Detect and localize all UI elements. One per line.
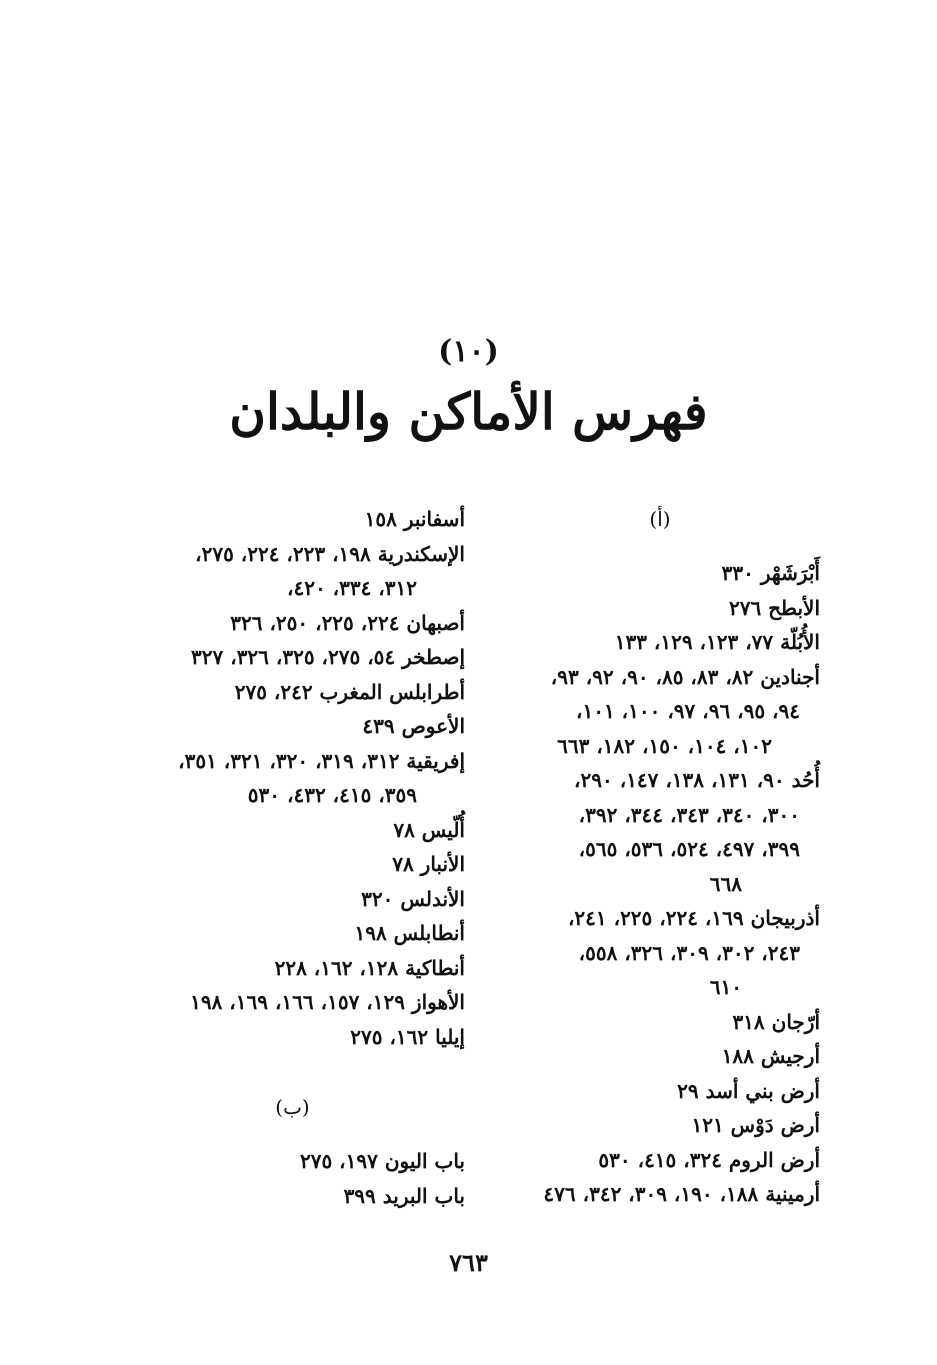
index-entry-continuation: ٣٩٩، ٤٩٧، ٥٢٤، ٥٣٦، ٥٦٥،: [578, 837, 800, 861]
index-entry: إصطخر ٥٤، ٢٧٥، ٣٢٥، ٣٢٦، ٣٢٧: [191, 645, 465, 669]
index-entry: أنطاكية ١٢٨، ١٦٢، ٢٢٨: [274, 955, 465, 980]
index-entry: الأُبُلّة ٧٧، ١٢٣، ١٢٩، ١٣٣: [614, 630, 820, 654]
section-number: (١٠): [438, 334, 499, 369]
index-entry: الأندلس ٣٢٠: [361, 886, 465, 911]
left-column: [120, 502, 465, 1213]
letter-heading-alif: (أ): [649, 507, 671, 531]
index-entry: أرض بني أسد ٢٩: [677, 1078, 820, 1103]
spacer: [120, 1054, 465, 1090]
index-entry: أجنادين ٨٢، ٨٣، ٨٥، ٩٠، ٩٢، ٩٣،: [550, 664, 820, 689]
page-title: فهرس الأماكن والبلدان: [229, 382, 708, 441]
index-entry: إيليا ١٦٢، ٢٧٥: [350, 1024, 465, 1049]
spacer: [120, 1124, 465, 1144]
index-entry: الأبطح ٢٧٦: [728, 595, 820, 620]
index-entry-continuation: ٣٥٩، ٤١٥، ٤٣٢، ٥٣٠: [247, 783, 417, 807]
index-entry: أرجيش ١٨٨: [721, 1044, 820, 1068]
index-entry-continuation: ٣٠٠، ٣٤٠، ٣٤٣، ٣٤٤، ٣٩٢،: [578, 802, 800, 827]
index-entry: أذربيجان ١٦٩، ٢٢٤، ٢٢٥، ٢٤١،: [567, 906, 820, 930]
index-entry: الأنبار ٧٨: [392, 852, 465, 876]
index-entry: أصبهان ٢٢٤، ٢٢٥، ٢٥٠، ٣٢٦: [230, 610, 465, 635]
spacer: [480, 536, 820, 556]
index-entry: أُحُد ٩٠، ١٣١، ١٣٨، ١٤٧، ٢٩٠،: [574, 768, 820, 792]
index-entry: الأهواز ١٢٩، ١٥٧، ١٦٦، ١٦٩، ١٩٨: [190, 990, 465, 1014]
index-entry-continuation: ٩٤، ٩٥، ٩٦، ٩٧، ١٠٠، ١٠١،: [576, 699, 800, 723]
index-entry: أرمينية ١٨٨، ١٩٠، ٣٠٩، ٣٤٢، ٤٧٦: [543, 1182, 820, 1206]
index-entry: أَبْرَشَهْر ٣٣٠: [721, 561, 820, 585]
index-entry: الإسكندرية ١٩٨، ٢٢٣، ٢٢٤، ٢٧٥،: [195, 541, 465, 566]
index-entry: أرض دَوْس ١٢١: [691, 1113, 820, 1137]
page-number: ٧٦٣: [449, 1248, 488, 1277]
index-entry: الأعوص ٤٣٩: [362, 714, 465, 738]
index-entry-continuation: ٢٤٣، ٣٠٢، ٣٠٩، ٣٢٦، ٥٥٨،: [578, 940, 800, 965]
index-entry: باب البريد ٣٩٩: [343, 1183, 465, 1208]
index-entry-continuation: ٦٦٨: [709, 871, 742, 896]
index-entry: أطرابلس المغرب ٢٤٢، ٢٧٥: [234, 679, 465, 704]
right-column: [480, 502, 820, 1212]
index-entry-continuation: ٦١٠: [709, 975, 742, 999]
index-entry: إفريقية ٣١٢، ٣١٩، ٣٢٠، ٣٢١، ٣٥١،: [178, 748, 465, 773]
index-entry: أنطابلس ١٩٨: [354, 921, 465, 945]
letter-heading-ba: (ب): [275, 1095, 310, 1119]
index-entry: أرض الروم ٣٢٤، ٤١٥، ٥٣٠: [598, 1147, 820, 1172]
index-entry: باب اليون ١٩٧، ٢٧٥: [299, 1149, 465, 1173]
index-entry: أسفانبر ١٥٨: [364, 507, 465, 531]
index-entry-continuation: ٣١٢، ٣٣٤، ٤٢٠،: [286, 576, 417, 600]
index-entry-continuation: ١٠٢، ١٠٤، ١٥٠، ١٨٢، ٦٦٣: [557, 733, 772, 758]
index-entry: أرّجان ٣١٨: [732, 1009, 820, 1034]
index-entry: أُلّيس ٧٨: [393, 817, 465, 842]
